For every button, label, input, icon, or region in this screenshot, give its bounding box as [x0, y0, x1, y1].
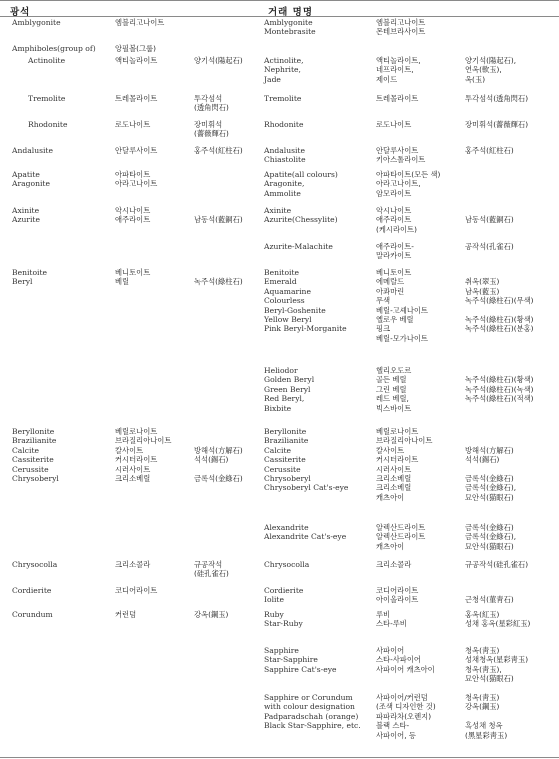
cell-benitoite-mineral-name: Benitoite Beryl	[12, 268, 47, 287]
cell-amphiboles-mineral-korean: 앙필볼(그룹)	[115, 44, 156, 53]
cell-amblygonite-mineral-name: Amblygonite	[12, 18, 61, 27]
cell-amblygonite-trade-name: Amblygonite Montebrasite	[264, 18, 316, 37]
cell-benitoite-trade-korean: 베니토이트 에메랄드 아콰마린 무색 베릴-고셰나이트 옐로우 베릴 핑크 베릴-모가나이트	[376, 268, 428, 343]
cell-rhodonite-trade-chinese: 장미휘석(薔薇輝石)	[465, 120, 529, 129]
bottom-rule	[0, 757, 559, 758]
top-rule	[0, 0, 559, 1]
cell-actinolite-trade-korean: 액티놀라이트, 네프라이트, 제이드	[376, 56, 421, 84]
cell-tremolite-mineral-chinese: 투각섬석 (透角閃石)	[194, 94, 229, 113]
cell-rhodonite-mineral-name: Rhodonite	[28, 120, 68, 129]
cell-alexandrite-trade-chinese: 금록석(金綠石) 금록석(金綠石), 묘안석(猫眼石)	[465, 523, 517, 551]
cell-corundum-trade-chinese: 홍옥(紅玉) 성채 홍옥(星彩紅玉)	[465, 610, 531, 629]
cell-chrysocolla-mineral-name: Chrysocolla	[12, 560, 58, 569]
cell-azurite-malachite-trade-korean: 애주라이트- 말라카이트	[376, 242, 414, 261]
cell-andalusite-trade-korean: 안달루사이트 키아스톨라이트	[376, 146, 426, 165]
cell-alexandrite-trade-name: Alexandrite Alexandrite Cat's-eye	[264, 523, 347, 542]
cell-corundum-mineral-korean: 커런덤	[115, 610, 137, 619]
cell-cordierite-mineral-korean: 코디어라이트	[115, 586, 158, 595]
cell-actinolite-trade-chinese: 양기석(陽起石), 연옥(軟玉), 옥(玉)	[465, 56, 517, 84]
cell-benitoite-mineral-chinese: 녹주석(綠柱石)	[194, 277, 243, 287]
cell-rhodonite-trade-name: Rhodonite	[264, 120, 304, 129]
cell-beryllonite-trade-korean: 베릴로나이트 브라질리아나이트 칼사이트 커시터라이트 시러사이트 크리소베릴 크리소베릴 캐츠아이	[376, 427, 433, 502]
cell-tremolite-mineral-name: Tremolite	[28, 94, 66, 103]
cell-apatite-trade-korean: 아파타이트(모든 색) 아라고나이트, 암모라이트	[376, 170, 441, 198]
cell-heliodor-trade-name: Heliodor Golden Beryl Green Beryl Red Beryl, Bixbite	[264, 366, 315, 413]
cell-amblygonite-trade-korean: 엠블리고나이트 몬테브라사이트	[376, 18, 426, 37]
cell-corundum-trade-korean: 루비 스타-루비	[376, 610, 407, 629]
cell-axinite-trade-chinese: 남동석(藍銅石)	[465, 215, 514, 225]
cell-cordierite-trade-chinese: 근청석(菫靑石)	[465, 595, 514, 605]
cell-sapphire-trade-korean: 사파이어 스타-사파이어 사파이어 캐츠아이	[376, 646, 435, 674]
cell-corundum-mineral-name: Corundum	[12, 610, 53, 619]
header-mineral: 광석	[10, 7, 31, 18]
cell-apatite-mineral-korean: 아파타이트 아라고나이트	[115, 170, 158, 189]
cell-corundum-trade-name: Ruby Star-Ruby	[264, 610, 303, 629]
cell-chrysocolla-mineral-korean: 크리소콜라	[115, 560, 151, 569]
cell-sapphire-or-corundum-trade-name: Sapphire or Corundum with colour designation Padparadschah (orange) Black Star-Sapphire, etc.	[264, 693, 361, 731]
cell-sapphire-or-corundum-trade-korean: 사파이어/커런덤 (조색 디자인한 것) 파파라차(오렌지) 블랙 스타- 사파이어, 등	[376, 693, 436, 740]
cell-heliodor-trade-chinese: 녹주석(綠柱石)(황색) 녹주석(綠柱石)(녹색) 녹주석(綠柱石)(적색)	[465, 375, 534, 404]
cell-rhodonite-mineral-chinese: 장미휘석 (薔薇輝石)	[194, 120, 229, 139]
cell-andalusite-trade-chinese: 홍주석(紅柱石)	[465, 146, 514, 155]
cell-actinolite-trade-name: Actinolite, Nephrite, Jade	[264, 56, 304, 84]
cell-azurite-malachite-trade-chinese: 공작석(孔雀石)	[465, 242, 514, 251]
cell-benitoite-trade-chinese: 취옥(翠玉) 남옥(藍玉) 녹주석(綠柱石)(무색) 녹주석(綠柱石)(황색) 녹주석(綠柱石)(분홍)	[465, 277, 534, 334]
cell-andalusite-mineral-korean: 안달루사이트	[115, 146, 158, 155]
cell-rhodonite-mineral-korean: 로도나이트	[115, 120, 151, 129]
cell-beryllonite-trade-chinese: 방해석(方解石) 석석(錫石) 금록석(金綠石) 금록석(金綠石), 묘안석(猫眼石)	[465, 445, 517, 502]
cell-beryllonite-mineral-name: Beryllonite Brazilianite Calcite Cassiterite Cerussite Chrysoberyl	[12, 427, 59, 484]
cell-heliodor-trade-korean: 헬리오도르 골든 베릴 그린 베릴 레드 베릴, 빅스바이트	[376, 366, 412, 413]
header-rule	[0, 16, 559, 17]
cell-cordierite-mineral-name: Cordierite	[12, 586, 52, 595]
cell-tremolite-mineral-korean: 트레몰라이트	[115, 94, 158, 103]
cell-corundum-mineral-chinese: 강옥(鋼玉)	[194, 610, 229, 619]
cell-axinite-trade-name: Axinite Azurite(Chessylite)	[264, 206, 338, 225]
cell-beryllonite-mineral-korean: 베릴로나이트 브라질리아나이트 칼사이트 커시터라이트 시러사이트 크리소베릴	[115, 427, 172, 484]
cell-chrysocolla-trade-korean: 크리소콜라	[376, 560, 412, 569]
cell-cordierite-trade-korean: 코디어라이트 아이올라이트	[376, 586, 419, 605]
cell-alexandrite-trade-korean: 알렉산드라이트 알렉산드라이트 캐츠아이	[376, 523, 426, 551]
cell-andalusite-mineral-name: Andalusite	[12, 146, 53, 155]
cell-axinite-mineral-korean: 악시나이트 애주라이트	[115, 206, 151, 225]
cell-apatite-mineral-name: Apatite Aragonite	[12, 170, 50, 189]
cell-chrysocolla-mineral-chinese: 규공작석 (硅孔雀石)	[194, 560, 229, 579]
cell-axinite-mineral-chinese: 남동석(藍銅石)	[194, 215, 243, 225]
cell-tremolite-trade-chinese: 투각섬석(透角閃石)	[465, 94, 529, 103]
cell-sapphire-trade-chinese: 청옥(靑玉) 성채청옥(星彩靑玉) 청옥(靑玉), 묘안석(猫眼石)	[465, 646, 529, 684]
cell-cordierite-trade-name: Cordierite Iolite	[264, 586, 304, 605]
cell-sapphire-or-corundum-trade-chinese: 청옥(靑玉) 강옥(鋼玉) 흑성채 청옥 (黑星彩靑玉)	[465, 693, 508, 740]
cell-actinolite-mineral-name: Actinolite	[28, 56, 66, 65]
cell-sapphire-trade-name: Sapphire Star-Sapphire Sapphire Cat's-eye	[264, 646, 337, 674]
cell-amphiboles-mineral-name: Amphiboles(group of)	[12, 44, 96, 53]
cell-andalusite-mineral-chinese: 홍주석(紅柱石)	[194, 146, 243, 155]
header-trade-name: 거래 명명	[268, 7, 314, 18]
cell-chrysocolla-trade-chinese: 규공작석(硅孔雀石)	[465, 560, 529, 569]
cell-benitoite-mineral-korean: 베니토이트 베릴	[115, 268, 151, 287]
cell-actinolite-mineral-chinese: 양기석(陽起石)	[194, 56, 243, 65]
cell-andalusite-trade-name: Andalusite Chiastolite	[264, 146, 306, 165]
cell-benitoite-trade-name: Benitoite Emerald Aquamarine Colourless Beryl-Goshenite Yellow Beryl Pink Beryl-Morganite	[264, 268, 347, 334]
cell-beryllonite-mineral-chinese: 방해석(方解石) 석석(錫石) 금록석(金綠石)	[194, 445, 243, 484]
cell-actinolite-mineral-korean: 액티놀라이트	[115, 56, 158, 65]
cell-apatite-trade-name: Apatite(all colours) Aragonite, Ammolite	[264, 170, 338, 198]
cell-chrysocolla-trade-name: Chrysocolla	[264, 560, 310, 569]
cell-azurite-malachite-trade-name: Azurite-Malachite	[264, 242, 333, 251]
cell-tremolite-trade-name: Tremolite	[264, 94, 302, 103]
cell-beryllonite-trade-name: Beryllonite Brazilianite Calcite Cassiterite Cerussite Chrysoberyl Chrysoberyl Cat's-eye	[264, 427, 349, 493]
cell-axinite-trade-korean: 악시나이트 애주라이트 (케시라이트)	[376, 206, 417, 234]
cell-axinite-mineral-name: Axinite Azurite	[12, 206, 40, 225]
cell-amblygonite-mineral-korean: 엠블리고나이트	[115, 18, 165, 27]
cell-tremolite-trade-korean: 트레몰라이트	[376, 94, 419, 103]
cell-rhodonite-trade-korean: 로도나이트	[376, 120, 412, 129]
